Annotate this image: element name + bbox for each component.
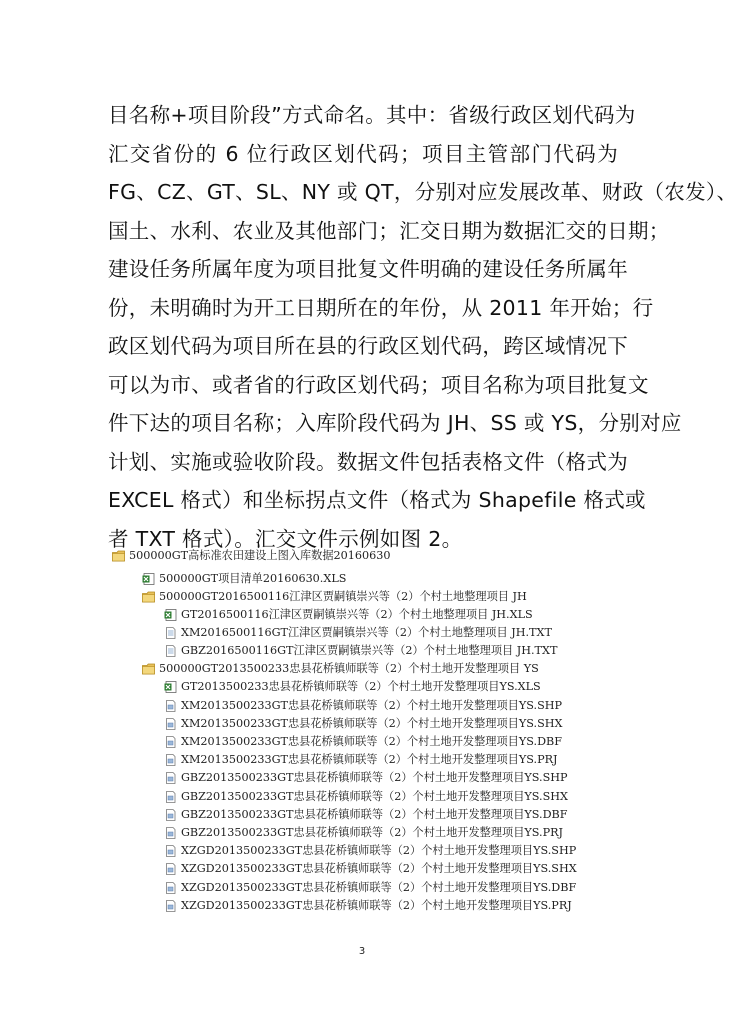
generic-file-icon	[164, 863, 177, 875]
generic-file-icon	[164, 791, 177, 803]
text-file-icon	[164, 645, 177, 657]
body-paragraph	[108, 96, 737, 558]
text-file-icon	[164, 627, 177, 639]
generic-file-icon	[164, 754, 177, 766]
paragraph-line: 者 TXT 格式）。汇交文件示例如图 2。	[108, 526, 463, 551]
paragraph-line: 建设任务所属年度为项目批复文件明确的建设任务所属年	[108, 257, 628, 281]
file-name: 500000GT2013500233忠县花桥镇师联等（2）个村土地开发整理项目 YS	[159, 662, 539, 675]
file-tree-item[interactable]	[164, 624, 624, 642]
file-tree-item[interactable]	[164, 842, 624, 860]
paragraph-line: 国土、水利、农业及其他部门；汇交日期为数据汇交的日期；	[108, 218, 670, 243]
file-tree-item[interactable]	[164, 879, 624, 897]
paragraph-line: 目名称+项目阶段”方式命名。其中：省级行政区划代码为	[108, 103, 636, 127]
generic-file-icon	[164, 882, 177, 894]
file-name: XM2013500233GT忠县花桥镇师联等（2）个村土地开发整理项目YS.DBF	[181, 735, 563, 748]
paragraph-line: 可以为市、或者省的行政区划代码；项目名称为项目批复文	[108, 372, 649, 397]
generic-file-icon	[164, 900, 177, 912]
file-tree-item[interactable]	[142, 588, 602, 606]
folder-icon	[142, 663, 155, 675]
generic-file-icon	[164, 736, 177, 748]
file-name: XZGD2013500233GT忠县花桥镇师联等（2）个村土地开发整理项目YS.SHP	[181, 844, 577, 857]
file-tree-item[interactable]	[164, 697, 624, 715]
file-name: GBZ2013500233GT忠县花桥镇师联等（2）个村土地开发整理项目YS.DBF	[181, 808, 568, 821]
excel-file-icon	[164, 681, 177, 693]
file-tree-item[interactable]	[142, 660, 602, 678]
file-name: GBZ2013500233GT忠县花桥镇师联等（2）个村土地开发整理项目YS.SHP	[181, 771, 568, 784]
file-name: XZGD2013500233GT忠县花桥镇师联等（2）个村土地开发整理项目YS.SHX	[181, 862, 577, 875]
file-tree-item[interactable]	[164, 715, 624, 733]
file-tree-item[interactable]	[164, 897, 624, 915]
paragraph-line: EXCEL 格式）和坐标拐点文件（格式为 Shapefile 格式或	[108, 488, 646, 512]
file-name: XZGD2013500233GT忠县花桥镇师联等（2）个村土地开发整理项目YS.PRJ	[181, 899, 572, 912]
generic-file-icon	[164, 827, 177, 839]
paragraph-line: 件下达的项目名称；入库阶段代码为 JH、SS 或 YS，分别对应	[108, 411, 682, 435]
file-name: 500000GT项目清单20160630.XLS	[159, 572, 347, 585]
file-tree-item[interactable]	[164, 860, 624, 878]
file-name: XM2013500233GT忠县花桥镇师联等（2）个村土地开发整理项目YS.SHX	[181, 717, 563, 730]
generic-file-icon	[164, 700, 177, 712]
file-name: 500000GT2016500116江津区贾嗣镇崇兴等（2）个村土地整理项目 JH	[159, 590, 527, 603]
file-tree-item[interactable]	[164, 769, 624, 787]
paragraph-line: 汇交省份的 6 位行政区划代码；项目主管部门代码为	[108, 141, 618, 166]
paragraph-line: 计划、实施或验收阶段。数据文件包括表格文件（格式为	[108, 449, 628, 474]
generic-file-icon	[164, 772, 177, 784]
generic-file-icon	[164, 809, 177, 821]
file-tree-item[interactable]	[164, 806, 624, 824]
paragraph-line: FG、CZ、GT、SL、NY 或 QT，分别对应发展改革、财政（农发）、	[108, 180, 737, 204]
file-tree-item[interactable]	[164, 642, 624, 660]
file-name: XM2016500116GT江津区贾嗣镇崇兴等（2）个村土地整理项目 JH.TXT	[181, 626, 552, 639]
page-number: 3	[358, 946, 366, 957]
excel-file-icon	[164, 609, 177, 621]
file-tree-item[interactable]	[164, 751, 624, 769]
file-name: GBZ2013500233GT忠县花桥镇师联等（2）个村土地开发整理项目YS.SHX	[181, 790, 568, 803]
generic-file-icon	[164, 718, 177, 730]
excel-file-icon	[142, 573, 155, 585]
paragraph-line: 政区划代码为项目所在县的行政区划代码，跨区域情况下	[108, 334, 628, 358]
file-name: GBZ2013500233GT忠县花桥镇师联等（2）个村土地开发整理项目YS.PRJ	[181, 826, 564, 839]
file-tree-item[interactable]	[164, 788, 624, 806]
file-name: 500000GT高标准农田建设上图入库数据20160630	[129, 549, 391, 562]
file-name: XM2013500233GT忠县花桥镇师联等（2）个村土地开发整理项目YS.SHP	[181, 699, 563, 712]
file-tree-item[interactable]	[142, 570, 602, 588]
file-tree-item[interactable]	[164, 733, 624, 751]
paragraph-line: 份，未明确时为开工日期所在的年份，从 2011 年开始；行	[108, 295, 654, 320]
file-name: GBZ2016500116GT江津区贾嗣镇崇兴等（2）个村土地整理项目 JH.TXT	[181, 644, 558, 657]
file-name: XZGD2013500233GT忠县花桥镇师联等（2）个村土地开发整理项目YS.DBF	[181, 881, 577, 894]
file-tree-item[interactable]	[164, 824, 624, 842]
file-tree-item[interactable]	[112, 547, 572, 565]
folder-icon	[142, 591, 155, 603]
file-tree-item[interactable]	[164, 606, 624, 624]
file-name: XM2013500233GT忠县花桥镇师联等（2）个村土地开发整理项目YS.PRJ	[181, 753, 558, 766]
file-tree-item[interactable]	[164, 678, 624, 696]
generic-file-icon	[164, 845, 177, 857]
file-name: GT2013500233忠县花桥镇师联等（2）个村土地开发整理项目YS.XLS	[181, 680, 541, 693]
file-name: GT2016500116江津区贾嗣镇崇兴等（2）个村土地整理项目 JH.XLS	[181, 608, 533, 621]
folder-icon	[112, 550, 125, 562]
